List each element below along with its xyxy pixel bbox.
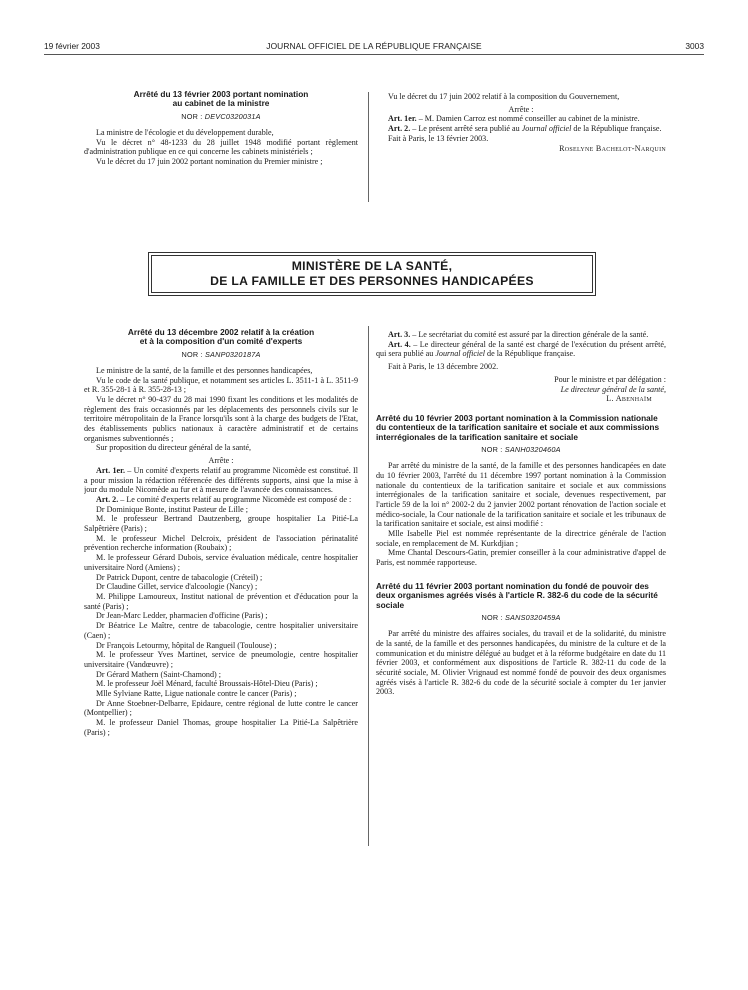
article4-title: Arrêté du 11 février 2003 portant nomination du fondé de pouvoir des deux organismes agréés visés à l'article R. 382-6 du code de la sécurité sociale [376, 580, 658, 610]
article2-para: Vu le décret n° 90-437 du 28 mai 1990 fixant les conditions et les modalités de règlement des frais occasionnés par les déplacements des personnels civils sur le territoire métropolitain de la France lorsqu'ils sont à la charge des budgets de l'Etat, des établissements publics nationaux à caractère administratif et de certains organismes subventionnés ; [84, 394, 358, 443]
article3-para: Mlle Isabelle Piel est nommée représentante de la directrice générale de l'action sociale, en remplacement de M. Kurkdjian ; [376, 529, 666, 548]
article2-art3-text: – Le secrétariat du comité est assuré par la direction générale de la santé. [410, 330, 649, 339]
article1-title: Arrêté du 13 février 2003 portant nomination au cabinet de la ministre [133, 90, 309, 109]
ministry-line1: MINISTÈRE DE LA SANTÉ, [291, 259, 453, 273]
article3-nor: NOR : SANH0320460A [481, 445, 561, 455]
article2-title: Arrêté du 13 décembre 2002 relatif à la création et à la composition d'un comité d'experts [127, 328, 315, 347]
article1-para: Vu le décret du 17 juin 2002 portant nomination du Premier ministre ; [96, 156, 323, 166]
committee-members-list [84, 505, 358, 738]
committee-member-item: Dr Anne Stoebner-Delbarre, Epidaure, centre régional de lutte contre le cancer (Montpellier) ; [84, 698, 358, 718]
committee-member-item: Dr Dominique Bonte, institut Pasteur de Lille ; [96, 504, 248, 514]
article3-para: Mme Chantal Descours-Gatin, premier conseiller à la cour administrative d'appel de Paris, est nommée rapporteuse. [376, 548, 666, 568]
committee-member-item: M. le professeur Michel Delcroix, président de l'association périnatalité prévention recherche information (Roubaix) ; [84, 533, 358, 553]
article2-arrete: Arrête : [208, 456, 234, 466]
committee-member-item: M. Philippe Lamoureux, Institut national de prévention et d'éducation pour la santé (Paris) ; [84, 591, 358, 611]
article2-art1-text: – Un comité d'experts relatif au programme Nicomède est constitué. Il a pour mission la rédaction référencée des différents supports, ainsi que la mise à jour du module Nicomède au fur et à mesure de l'avancée des connaissances. [84, 465, 358, 495]
article2-signature: L. Abenhaïm [606, 394, 652, 404]
ministry-heading-box [148, 252, 596, 296]
article1-art1-label: Art. 1er. [388, 114, 417, 124]
article1-signature: Roselyne Bachelot-Narquin [559, 143, 666, 153]
article1-right-column: Vu le décret du 17 juin 2002 relatif à la composition du Gouvernement, Arrête : Art. 1er. – M. Damien Carroz est nommé conseiller au cabinet de la ministre. Art. 2. – Le présent arrêté sera publié au Journal officiel de la République française. Fait à Paris, le 13 février 2003. Roselyne Bachelot-Narquin [376, 92, 666, 212]
committee-member-item: Dr Gérard Mathern (Saint-Chamond) ; [96, 669, 221, 679]
right-lower-column: Art. 3. – Le secrétariat du comité est assuré par la direction générale de la santé. Art. 4. – Le directeur général de la santé est chargé de l'exécution du présent arrêté, qui sera publié au Journal officiel de la République française. Fait à Paris, le 13 décembre 2002. Pour le ministre et par délégation : Le directeur général de la santé, L. Abenhaïm Arrêté du 10 février 2003 portant nomination à la Commission nationale du contentieux de la tarification sanitaire et sociale et aux commissions interrégionales de la tarification sanitaire et sociale NOR : SANH0320460A Par arrêté du ministre de la santé, de la famille et des personnes handicapées en date du 10 février 2003, l'arrêté du 11 décembre 1997 portant nomination à la Commission nationale du contentieux de la tarification sanitaire et sociale et aux commissions interrégionales de la tarification sanitaire et sociale, devenues respectivement, par l'article 59 de la loi n° 2002-2 du 2 janvier 2002 portant rénovation de l'action sociale et médico-sociale, la Cour nationale de la tarification sanitaire et sociale et les tribunaux de la tarification sanitaire et sociale, est ainsi modifié : Mlle Isabelle Piel est nommée représentante de la directrice générale de l'action sociale, en remplacement de M. Kurkdjian ; Mme Chantal Descours-Gatin, premier conseiller à la cour administrative d'appel de Paris, est nommée rapporteuse. Arrêté du 11 février 2003 portant nomination du fondé de pouvoir des deux organismes agréés visés à l'article R. 382-6 du code de la sécurité sociale NOR : SANS0320459A Par arrêté du ministre des affaires sociales, du travail et de la solidarité, du ministre de la santé, de la famille et des personnes handicapées, du ministre de la culture et de la communication et du ministre délégué au budget et à la réforme budgétaire en date du 11 février 2003, et conformément aux dispositions de l'article R. 382-11 du code de la sécurité sociale, M. Olivier Vrignaud est nommé fondé de pouvoir des deux organismes agréés visés à l'article R. 382-6 du code de la sécurité sociale à compter du 1er janvier 2003. [376, 330, 666, 697]
article2-nor: NOR : SANP0320187A [181, 349, 261, 359]
journal-title: JOURNAL OFFICIEL DE LA RÉPUBLIQUE FRANÇAISE [266, 41, 482, 51]
article1-left-column [84, 90, 358, 220]
article1-art1-text: – M. Damien Carroz est nommé conseiller au cabinet de la ministre. [416, 114, 640, 124]
article1-para: Vu le décret n° 48-1233 du 28 juillet 1948 modifié portant règlement d'administration publique en ce qui concerne les cabinets ministériels ; [84, 137, 358, 157]
article2-art1-label: Art. 1er. [96, 465, 125, 475]
committee-member-item: M. le professeur Joël Ménard, faculté Broussais-Hôtel-Dieu (Paris) ; [96, 679, 318, 689]
running-header [44, 41, 704, 55]
article2-art3-label: Art. 3. [388, 330, 411, 339]
article2-para: Le ministre de la santé, de la famille et des personnes handicapées, [96, 365, 313, 375]
committee-member-item: M. le professeur Daniel Thomas, groupe hospitalier La Pitié-La Salpêtrière (Paris) ; [84, 718, 358, 737]
article1-para: Vu le décret du 17 juin 2002 relatif à la composition du Gouvernement, [388, 92, 620, 101]
article2-sign-line2: Le directeur général de la santé, [560, 384, 666, 394]
article4-para: Par arrêté du ministre des affaires sociales, du travail et de la solidarité, du ministre de la santé, de la famille et des personnes handicapées, du ministre de la culture et de la communication et du ministre délégué au budget et à la réforme budgétaire en date du 11 février 2003, et conformément aux dispositions de l'article R. 382-11 du code de la sécurité sociale, M. Olivier Vrignaud est nommé fondé de pouvoir des deux organismes agréés visés à l'article R. 382-6 du code de la sécurité sociale à compter du 1er janvier 2003. [376, 629, 666, 697]
article2-column [84, 328, 358, 848]
committee-member-item: Dr Béatrice Le Maître, centre de tabacologie, centre hospitalier universitaire (Caen) ; [84, 621, 358, 640]
article1-nor: NOR : DEVC0320031A [181, 111, 261, 121]
column-divider [368, 326, 369, 846]
column-divider [368, 92, 369, 202]
article2-para: Sur proposition du directeur général de la santé, [96, 443, 252, 453]
article1-arrete: Arrête : [508, 104, 534, 114]
article2-art2-label: Art. 2. [96, 494, 119, 504]
committee-member-item: M. le professeur Gérard Dubois, service évaluation médicale, centre hospitalier universitaire Nord (Amiens) ; [84, 553, 358, 572]
committee-member-item: M. le professeur Bertrand Dautzenberg, groupe hospitalier La Pitié-La Salpêtrière (Paris) ; [84, 514, 358, 534]
article2-art2-text: – Le comité d'experts relatif au programme Nicomède est composé de : [118, 494, 352, 504]
page-number: 3003 [685, 41, 704, 51]
committee-member-item: M. le professeur Yves Martinet, service de pneumologie, centre hospitalier universitaire (Vandœuvre) ; [84, 650, 358, 669]
article1-art2-label: Art. 2. [388, 124, 411, 134]
article2-fait: Fait à Paris, le 13 décembre 2002. [388, 362, 499, 372]
article2-art4-label: Art. 4. [388, 339, 411, 349]
article1-fait: Fait à Paris, le 13 février 2003. [388, 133, 489, 143]
committee-member-item: Mlle Sylviane Ratte, Ligue nationale contre le cancer (Paris) ; [96, 689, 297, 699]
committee-member-item: Dr François Letourmy, hôpital de Rangueil (Toulouse) ; [96, 640, 277, 650]
article2-para: Vu le code de la santé publique, et notamment ses articles L. 3511-1 à L. 3511-9 et R. 355-28-1 à R. 355-28-13 ; [84, 375, 358, 395]
article4-nor: NOR : SANS0320459A [481, 613, 561, 623]
committee-member-item: Dr Claudine Gillet, service d'alcoologie (Nancy) ; [96, 582, 258, 592]
committee-member-item: Dr Patrick Dupont, centre de tabacologie (Créteil) ; [96, 572, 263, 582]
committee-member-item: Dr Jean-Marc Ledder, pharmacien d'officine (Paris) ; [96, 611, 268, 621]
article3-para: Par arrêté du ministre de la santé, de la famille et des personnes handicapées en date du 10 février 2003, l'arrêté du 11 décembre 1997 portant nomination à la Commission nationale du contentieux de la tarification sanitaire et sociale et aux commissions interrégionales de la tarification sanitaire et sociale, devenues respectivement, par l'article 59 de la loi n° 2002-2 du 2 janvier 2002 portant rénovation de l'action sociale et médico-sociale, la Cour nationale de la tarification sanitaire et sociale et les tribunaux de la tarification sanitaire et sociale, est ainsi modifié : [376, 461, 666, 529]
ministry-line2: DE LA FAMILLE ET DES PERSONNES HANDICAPÉES [210, 273, 534, 288]
article1-para: La ministre de l'écologie et du développement durable, [96, 127, 274, 137]
article2-sign-line1: Pour le ministre et par délégation : [554, 374, 666, 384]
issue-date: 19 février 2003 [44, 41, 100, 51]
article3-title: Arrêté du 10 février 2003 portant nomination à la Commission nationale du contentieux de la tarification sanitaire et sociale et aux commissions interrégionales de la tarification sanitaire et sociale [376, 412, 660, 442]
